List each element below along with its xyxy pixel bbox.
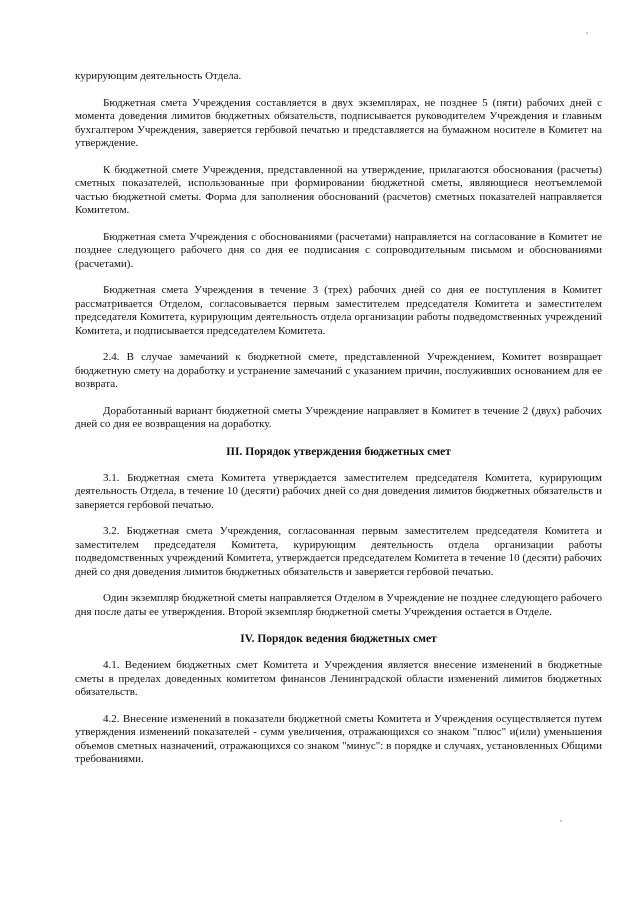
paragraph-estimate-compilation: Бюджетная смета Учреждения составляется в двух экземплярах, не позднее 5 (пяти) рабочих дней с момента доведения лимитов бюджетных обязательств, подписывается руководителем Учреждения и главным бухгалтером Учреждения, заверяется гербовой печатью и представляется на бумажном носителе в Комитет на утверждение. — [75, 96, 602, 149]
scan-speck — [586, 32, 588, 34]
paragraph-estimate-review: Бюджетная смета Учреждения в течение 3 (трех) рабочих дней со дня ее поступления в Комитет рассматривается Отделом, согласовывается первым заместителем председателя Комитета и заместителем председателя Комитета, курирующим деятельность отдела организации работы подведомственных учреждений Комитета, и подписывается председателем Комитета. — [75, 284, 602, 337]
paragraph-4-2: 4.2. Внесение изменений в показатели бюджетной сметы Комитета и Учреждения осуществляется путем утверждения изменений показателей - сумм увеличения, отражающихся со знаком "плюс" и(или) уменьшения объемов сметных назначений, отражающихся со знаком "минус": в порядке и случаях, установленных Общими требованиями. — [75, 712, 602, 765]
paragraph-3-1: 3.1. Бюджетная смета Комитета утверждается заместителем председателя Комитета, курирующим деятельность Отдела, в течение 10 (десяти) рабочих дней со дня доведения лимитов бюджетных обязательств и заверяется гербовой печатью. — [75, 471, 602, 511]
paragraph-estimate-approval-submission: Бюджетная смета Учреждения с обоснованиями (расчетами) направляется на согласование в Комитет не позднее следующего рабочего дня со дня ее подписания с сопроводительным письмом и обоснованиями (расчетами). — [75, 230, 602, 270]
scan-speck — [560, 820, 562, 822]
paragraph-4-1: 4.1. Ведением бюджетных смет Комитета и Учреждения является внесение изменений в бюджетные сметы в пределах доведенных комитетом финансов Ленинградской области изменений лимитов бюджетных обязательств. — [75, 659, 602, 698]
paragraph-2-4-remarks: 2.4. В случае замечаний к бюджетной смете, представленной Учреждением, Комитет возвращает бюджетную смету на доработку и устранение замечаний с указанием причин, послуживших основанием для ее возврата. — [75, 351, 602, 390]
paragraph-revised-estimate: Доработанный вариант бюджетной сметы Учреждение направляет в Комитет в течение 2 (двух) рабочих дней со дня ее возвращения на доработку. — [75, 404, 602, 430]
paragraph-copies: Один экземпляр бюджетной сметы направляется Отделом в Учреждение не позднее следующего рабочего дня после даты ее утверждения. Второй экземпляр бюджетной сметы Учреждения остается в Отделе. — [75, 592, 602, 618]
section-heading-iii: III. Порядок утверждения бюджетных смет — [226, 445, 451, 458]
paragraph-estimate-justifications: К бюджетной смете Учреждения, представленной на утверждение, прилагаются обоснования (расчеты) сметных показателей, использованные при формировании бюджетной сметы, являющиеся неотъемлемой частью бюджетной сметы. Форма для заполнения обоснований (расчетов) сметных показателей направляется Комитетом. — [75, 163, 602, 216]
paragraph-continuation: курирующим деятельность Отдела. — [75, 70, 242, 82]
paragraph-3-2: 3.2. Бюджетная смета Учреждения, согласованная первым заместителем председателя Комитета и заместителем председателя Комитета, курирующим деятельность отдела организации работы подведомственных учреждений Комитета, утверждается председателем Комитета в течение 10 (десяти) рабочих дней со дня доведения лимитов бюджетных обязательств и заверяется гербовой печатью. — [75, 525, 602, 578]
section-heading-iv: IV. Порядок ведения бюджетных смет — [240, 633, 437, 645]
